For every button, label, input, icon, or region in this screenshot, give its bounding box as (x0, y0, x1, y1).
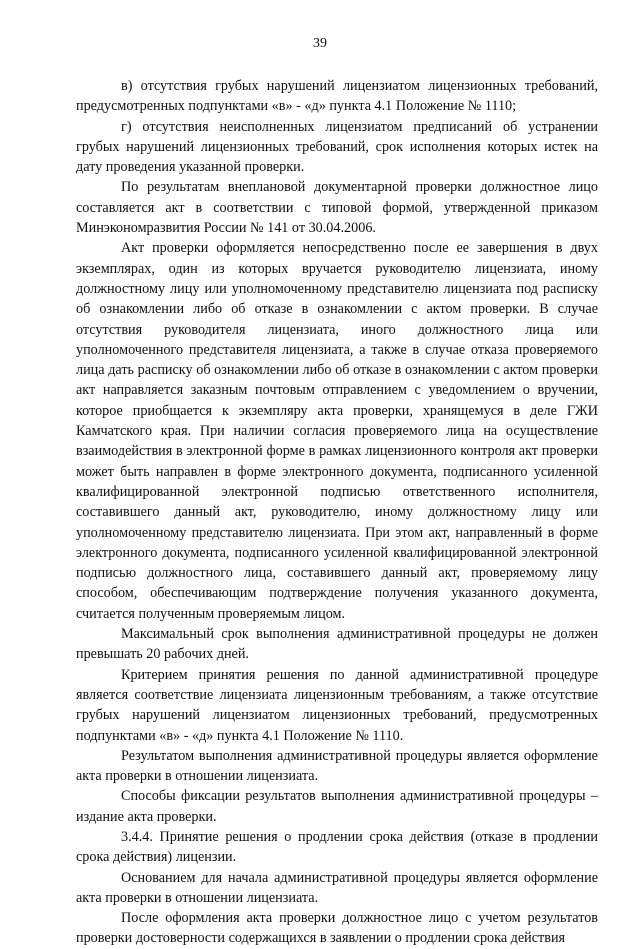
document-body (76, 76, 598, 949)
paragraph-section-heading: 3.4.4. Принятие решения о продлении срока действия (отказе в продлении срока действия) лицензии. (76, 828, 598, 866)
paragraph-procedure-result: Результатом выполнения административной процедуры является оформление акта проверки в отношении лицензиата. (76, 747, 598, 785)
paragraph-max-duration: Максимальный срок выполнения административной процедуры не должен превышать 20 рабочих дней. (76, 626, 598, 663)
paragraph-procedure-basis: Основанием для начала административной процедуры является оформление акта проверки в отношении лицензиата. (76, 869, 598, 906)
page-number: 39 (313, 36, 327, 51)
paragraph-after-act: После оформления акта проверки должностное лицо с учетом результатов проверки достоверности содержащихся в заявлении о продлении срока действия (76, 910, 598, 947)
paragraph-item-g: г) отсутствия неисполненных лицензиатом предписаний об устранении грубых нарушений лицензионных требований, срок исполнения которых истек на дату проведения указанной проверки. (76, 118, 598, 176)
paragraph-decision-criterion: Критерием принятия решения по данной административной процедуре является соответствие лицензиата лицензионным требованиям, а также отсутствие грубых нарушений лицензиатом лицензионных требований, предусмотренных подпунктами «в» - «д» пункта 4.1 Положение № 1110. (76, 666, 598, 744)
paragraph-act-procedure: Акт проверки оформляется непосредственно после ее завершения в двух экземплярах, один из которых вручается руководителю лицензиата, иному должностному лицу или уполномоченному представителю лицензиата под расписку об ознакомлении либо об отказе в ознакомлении с актом проверки. В случае отсутствия руководителя лицензиата, иного должностного лица или уполномоченного представителя лицензиата, а также в случае отказа проверяемого лица дать расписку об ознакомлении либо об отказе в ознакомлении с актом проверки акт направляется заказным почтовым отправлением с уведомлением о вручении, которое приобщается к экземпляру акта проверки, хранящемуся в деле ГЖИ Камчатского края. При наличии согласия проверяемого лица на осуществление взаимодействия в электронной форме в рамках лицензионного контроля акт проверки может быть направлен в форме электронного документа, подписанного усиленной квалифицированной электронной подписью ответственного исполнителя, составившего данный акт, руководителю, иному должностному лицу или уполномоченному представителю лицензиата. При этом акт, направленный в форме электронного документа, подписанного усиленной квалифицированной электронной подписью должностного лица, составившего данный акт, проверяемому лицу способом, обеспечивающим подтверждение получения указанного документа, считается полученным проверяемым лицом. (76, 240, 598, 622)
paragraph-fixation-method: Способы фиксации результатов выполнения административной процедуры – издание акта проверки. (76, 788, 598, 825)
paragraph-inspection-act: По результатам внеплановой документарной проверки должностное лицо составляется акт в соответствии с типовой формой, утвержденной приказом Минэкономразвития России № 141 от 30.04.2006. (76, 179, 598, 237)
paragraph-item-v: в) отсутствия грубых нарушений лицензиатом лицензионных требований, предусмотренных подпунктами «в» - «д» пункта 4.1 Положение № 1110; (76, 78, 598, 115)
